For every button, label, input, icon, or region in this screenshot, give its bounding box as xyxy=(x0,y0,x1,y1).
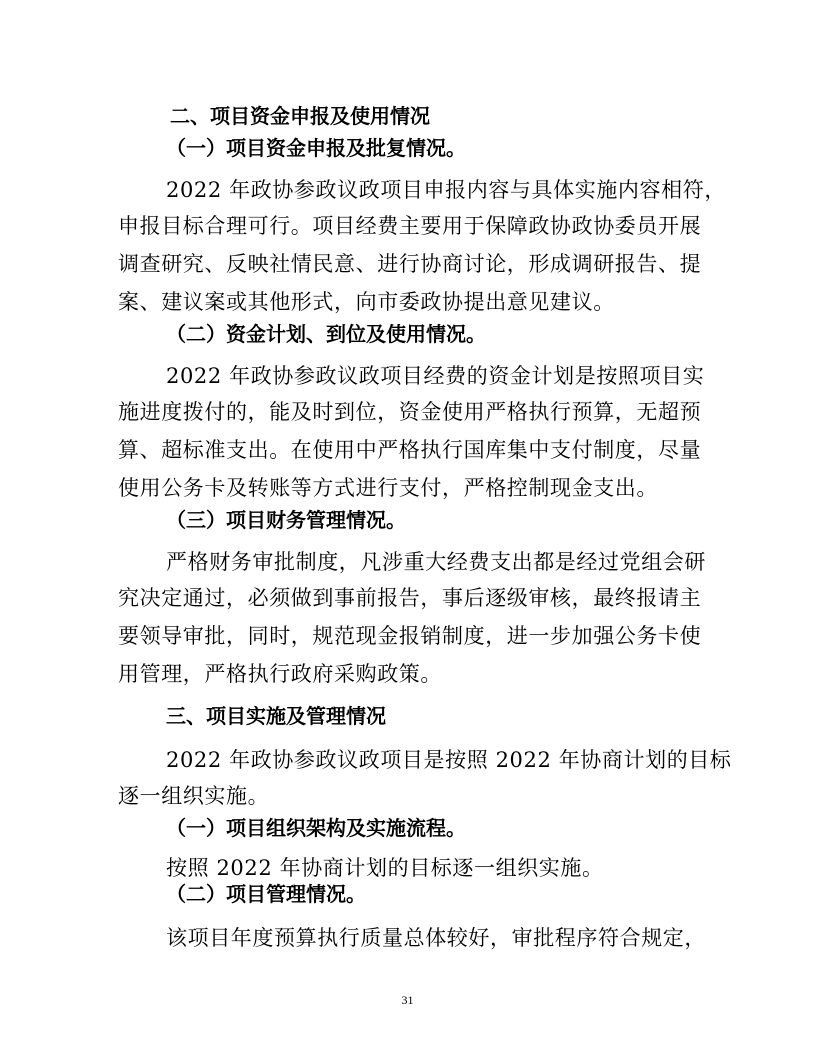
subsection-heading-3-1: （一）项目组织架构及实施流程。 xyxy=(166,816,466,840)
section-heading-2: 二、项目资金申报及使用情况 xyxy=(170,104,430,128)
paragraph-line: 使用公务卡及转账等方式进行支付，严格控制现金支出。 xyxy=(118,476,658,500)
paragraph-line: 2022 年政协参政议政项目是按照 2022 年协商计划的目标 xyxy=(166,748,732,772)
paragraph-line: 申报目标合理可行。项目经费主要用于保障政协政协委员开展 xyxy=(118,214,702,238)
paragraph-line: 严格财务审批制度，凡涉重大经费支出都是经过党组会研 xyxy=(166,550,706,574)
subsection-heading-2-2: （二）资金计划、到位及使用情况。 xyxy=(166,322,486,346)
subsection-heading-3-2: （二）项目管理情况。 xyxy=(166,882,366,906)
subsection-heading-2-3: （三）项目财务管理情况。 xyxy=(166,508,406,532)
paragraph-line: 调查研究、反映社情民意、进行协商讨论，形成调研报告、提 xyxy=(118,252,702,276)
paragraph-line: 施进度拨付的，能及时到位，资金使用严格执行预算，无超预 xyxy=(118,400,702,424)
subsection-heading-2-1: （一）项目资金申报及批复情况。 xyxy=(166,136,466,160)
paragraph-line: 按照 2022 年协商计划的目标逐一组织实施。 xyxy=(166,856,604,880)
paragraph-line: 算、超标准支出。在使用中严格执行国库集中支付制度，尽量 xyxy=(118,438,702,462)
paragraph-line: 2022 年政协参政议政项目申报内容与具体实施内容相符， xyxy=(166,178,726,202)
paragraph-line: 究决定通过，必须做到事前报告，事后逐级审核，最终报请主 xyxy=(118,586,702,610)
page-number: 31 xyxy=(401,993,414,1007)
paragraph-line: 要领导审批，同时，规范现金报销制度，进一步加强公务卡使 xyxy=(118,624,702,648)
section-heading-3: 三、项目实施及管理情况 xyxy=(166,704,386,728)
paragraph-line: 案、建议案或其他形式，向市委政协提出意见建议。 xyxy=(118,290,615,314)
paragraph-line: 该项目年度预算执行质量总体较好，审批程序符合规定， xyxy=(166,926,706,950)
paragraph-line: 逐一组织实施。 xyxy=(118,784,270,808)
paragraph-line: 2022 年政协参政议政项目经费的资金计划是按照项目实 xyxy=(166,364,705,388)
paragraph-line: 用管理，严格执行政府采购政策。 xyxy=(118,662,442,686)
